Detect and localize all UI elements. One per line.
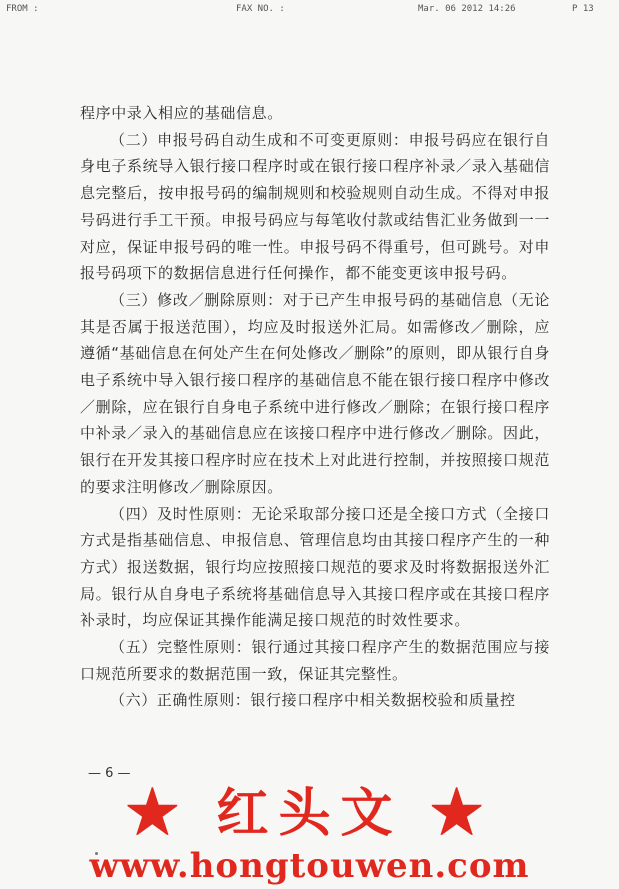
watermark-url: www.hongtouwen.com: [89, 846, 530, 886]
fax-header: [0, 4, 619, 16]
fax-page-number: P 13: [572, 4, 594, 14]
fax-datetime: Mar. 06 2012 14:26: [418, 4, 516, 14]
paragraph-principle-6: （六）正确性原则：银行接口程序中相关数据校验和质量控: [110, 691, 516, 710]
fax-from-label: FROM :: [6, 4, 39, 14]
paragraph-principle-5: （五）完整性原则：银行通过其接口程序产生的数据范围应与接口规范所要求的数据范围一致，保证其完整性。: [80, 638, 550, 683]
fax-number-label: FAX NO. :: [236, 4, 285, 14]
paragraph-principle-4: （四）及时性原则：无论采取部分接口还是全接口方式（全接口方式是指基础信息、申报信息、管理信息均由其接口程序产生的一种方式）报送数据，银行均应按照接口规范的要求及时将数据报送外汇局。银行从自身电子系统将基础信息导入其接口程序或在其接口程序补录时，均应保证其操作能满足接口规范的时效性要求。: [80, 504, 550, 630]
page-number: — 6 —: [88, 766, 131, 781]
document-body: [80, 100, 550, 714]
paragraph-principle-2: （二）申报号码自动生成和不可变更原则：申报号码应在银行自身电子系统导入银行接口程序时或在银行接口程序补录／录入基础信息完整后，按申报号码的编制规则和校验规则自动生成。不得对申报号码进行手工干预。申报号码应与每笔收付款或结售汇业务做到一一对应，保证申报号码的唯一性。申报号码不得重号，但可跳号。对申报号码项下的数据信息进行任何操作，都不能变更该申报号码。: [80, 130, 550, 283]
watermark-site-name: 红头文: [216, 783, 403, 844]
star-icon: ★: [126, 783, 189, 844]
paragraph-continuation: 程序中录入相应的基础信息。: [80, 104, 283, 122]
watermark-title: [0, 784, 619, 844]
site-watermark: [0, 780, 619, 889]
paragraph-principle-3: （三）修改／删除原则：对于已产生申报号码的基础信息（无论其是否属于报送范围），均应及时报送外汇局。如需修改／删除，应遵循“基础信息在何处产生在何处修改／删除”的原则，即从银行自身电子系统中导入银行接口程序的基础信息不能在银行接口程序中修改／删除，应在银行自身电子系统中进行修改／删除；在银行接口程序中补录／录入的基础信息应在该接口程序中进行修改／删除。因此，银行在开发其接口程序时应在技术上对此进行控制，并按照接口规范的要求注明修改／删除原因。: [80, 290, 550, 496]
star-icon: ★: [430, 783, 493, 844]
